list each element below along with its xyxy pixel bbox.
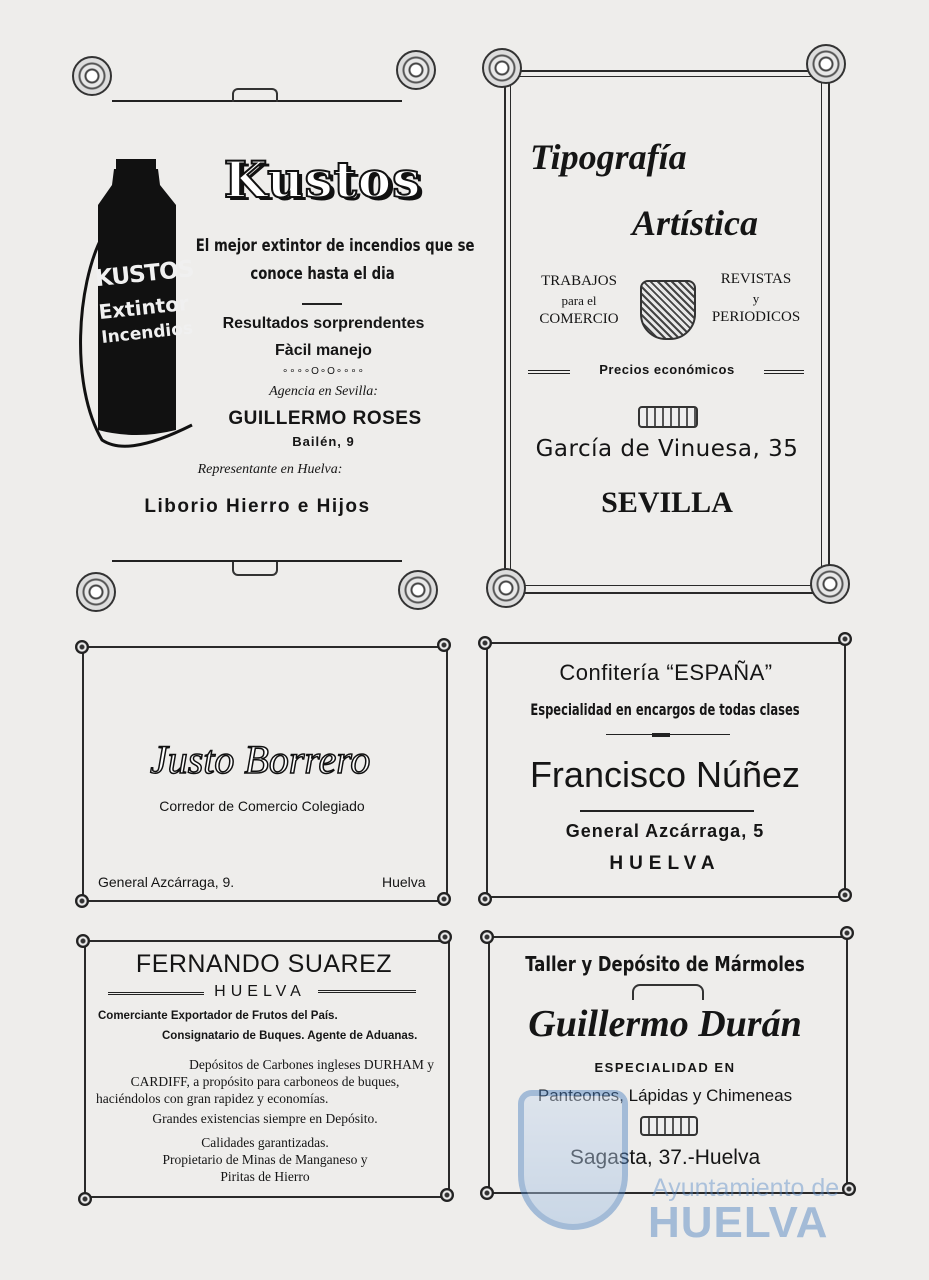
tipografia-right1: REVISTAS [720, 271, 792, 287]
tipografia-city: SEVILLA [601, 486, 733, 519]
tipografia-left2: para el [561, 293, 597, 308]
confiteria-city: HUELVA [609, 853, 721, 874]
handle-ornament-icon [232, 88, 278, 102]
marmoles-owner: Guillermo Durán [528, 1003, 802, 1045]
divider-rule [652, 733, 670, 737]
divider-rule [302, 303, 342, 305]
corner-rosette-icon [480, 1186, 494, 1200]
corner-rosette-icon [76, 934, 90, 948]
suarez-name: FERNANDO SUAREZ [135, 950, 393, 978]
corner-rosette-icon [437, 638, 451, 652]
rose-ornament-icon [72, 56, 112, 96]
corner-rosette-icon [478, 636, 492, 650]
corner-rosette-icon [440, 1188, 454, 1202]
bow-ornament-icon [638, 406, 698, 428]
confiteria-address: General Azcárraga, 5 [565, 821, 765, 841]
kustos-title: Kustos [223, 150, 422, 209]
kustos-agent: GUILLERMO ROSES [228, 408, 422, 429]
kustos-tagline2: conoce hasta el dia [250, 264, 395, 284]
marmoles-title: Taller y Depósito de Mármoles [525, 952, 805, 976]
borrero-role: Corredor de Comercio Colegiado [159, 798, 365, 814]
kustos-ornament: ∘∘∘∘O∘O∘∘∘∘ [282, 366, 365, 377]
rose-ornament-icon [76, 572, 116, 612]
city-shield-icon [518, 1090, 628, 1230]
marmoles-specialty: ESPECIALIDAD EN [594, 1060, 736, 1075]
tipografia-title1: Tipografía [530, 137, 687, 177]
watermark-line1: Ayuntamiento de [652, 1174, 840, 1202]
rose-ornament-icon [396, 50, 436, 90]
kustos-rep-label: Representante en Huelva: [197, 462, 343, 477]
bottle-brand: KUSTOS [93, 256, 195, 293]
divider-rule [318, 990, 416, 991]
corner-rosette-icon [480, 930, 494, 944]
divider-rule [580, 810, 754, 812]
marmoles-address: Sagasta, 37.-Huelva [569, 1146, 761, 1169]
corner-rosette-icon [78, 1192, 92, 1206]
suarez-line2: Consignatario de Buques. Agente de Aduanas. [162, 1030, 418, 1042]
suarez-body1: Depósitos de Carbones ingleses DURHAM y [189, 1057, 434, 1072]
kustos-rep: Liborio Hierro e Hijos [144, 496, 371, 517]
watermark [510, 1070, 920, 1270]
corner-rosette-icon [838, 632, 852, 646]
corner-rosette-icon [437, 892, 451, 906]
suarez-body6: Propietario de Minas de Manganeso y [162, 1152, 368, 1167]
tipografia-address: García de Vinuesa, 35 [535, 436, 799, 462]
handle-ornament-icon [232, 562, 278, 576]
suarez-body3: haciéndolos con gran rapidez y economías. [96, 1091, 329, 1106]
kustos-agent-address: Bailén, 9 [292, 434, 355, 449]
tipografia-left3: COMERCIO [539, 311, 619, 327]
divider-rule [108, 992, 204, 993]
marmoles-items: Panteones, Lápidas y Chimeneas [537, 1086, 793, 1105]
divider-rule [528, 370, 570, 371]
corner-rosette-icon [840, 926, 854, 940]
corner-rosette-icon [438, 930, 452, 944]
confiteria-title: Confitería “ESPAÑA” [559, 660, 773, 685]
tipografia-title2: Artística [632, 203, 759, 243]
scroll-ornament-icon [632, 984, 704, 1000]
tipografia-right3: PERIODICOS [711, 309, 801, 325]
kustos-feature1: Resultados sorprendentes [222, 315, 425, 332]
bottle-line1: Extintor [97, 290, 190, 325]
corner-rosette-icon [478, 892, 492, 906]
tipografia-right2: y [752, 291, 760, 306]
tipografia-prices: Precios económicos [599, 362, 735, 377]
borrero-address: General Azcárraga, 9. [98, 874, 235, 890]
coat-of-arms-icon [640, 280, 696, 340]
kustos-tagline1: El mejor extintor de incendios que se [195, 236, 475, 256]
borrero-city: Huelva [382, 874, 426, 890]
tipografia-left1: TRABAJOS [541, 273, 617, 289]
corner-rosette-icon [75, 894, 89, 908]
kustos-agency-label: Agencia en Sevilla: [269, 384, 378, 399]
rose-ornament-icon [806, 44, 846, 84]
confiteria-specialty: Especialidad en encargos de todas clases [530, 700, 800, 719]
suarez-body2: CARDIFF, a propósito para carboneos de buques, [130, 1074, 400, 1089]
suarez-body7: Piritas de Hierro [220, 1169, 310, 1184]
suarez-body5: Calidades garantizadas. [201, 1135, 329, 1150]
suarez-city: HUELVA [214, 983, 306, 1000]
corner-rosette-icon [75, 640, 89, 654]
borrero-name: Justo Borrero [150, 737, 371, 782]
rose-ornament-icon [486, 568, 526, 608]
rose-ornament-icon [810, 564, 850, 604]
rose-ornament-icon [398, 570, 438, 610]
kustos-feature2: Fàcil manejo [275, 342, 372, 359]
bottle-line2: Incendios [100, 318, 194, 348]
rose-ornament-icon [482, 48, 522, 88]
watermark-line2: HUELVA [648, 1198, 829, 1247]
divider-rule [764, 370, 804, 371]
suarez-line1: Comerciante Exportador de Frutos del País. [98, 1010, 338, 1022]
confiteria-owner: Francisco Núñez [529, 754, 801, 795]
suarez-body4: Grandes existencias siempre en Depósito. [152, 1111, 378, 1126]
corner-rosette-icon [838, 888, 852, 902]
